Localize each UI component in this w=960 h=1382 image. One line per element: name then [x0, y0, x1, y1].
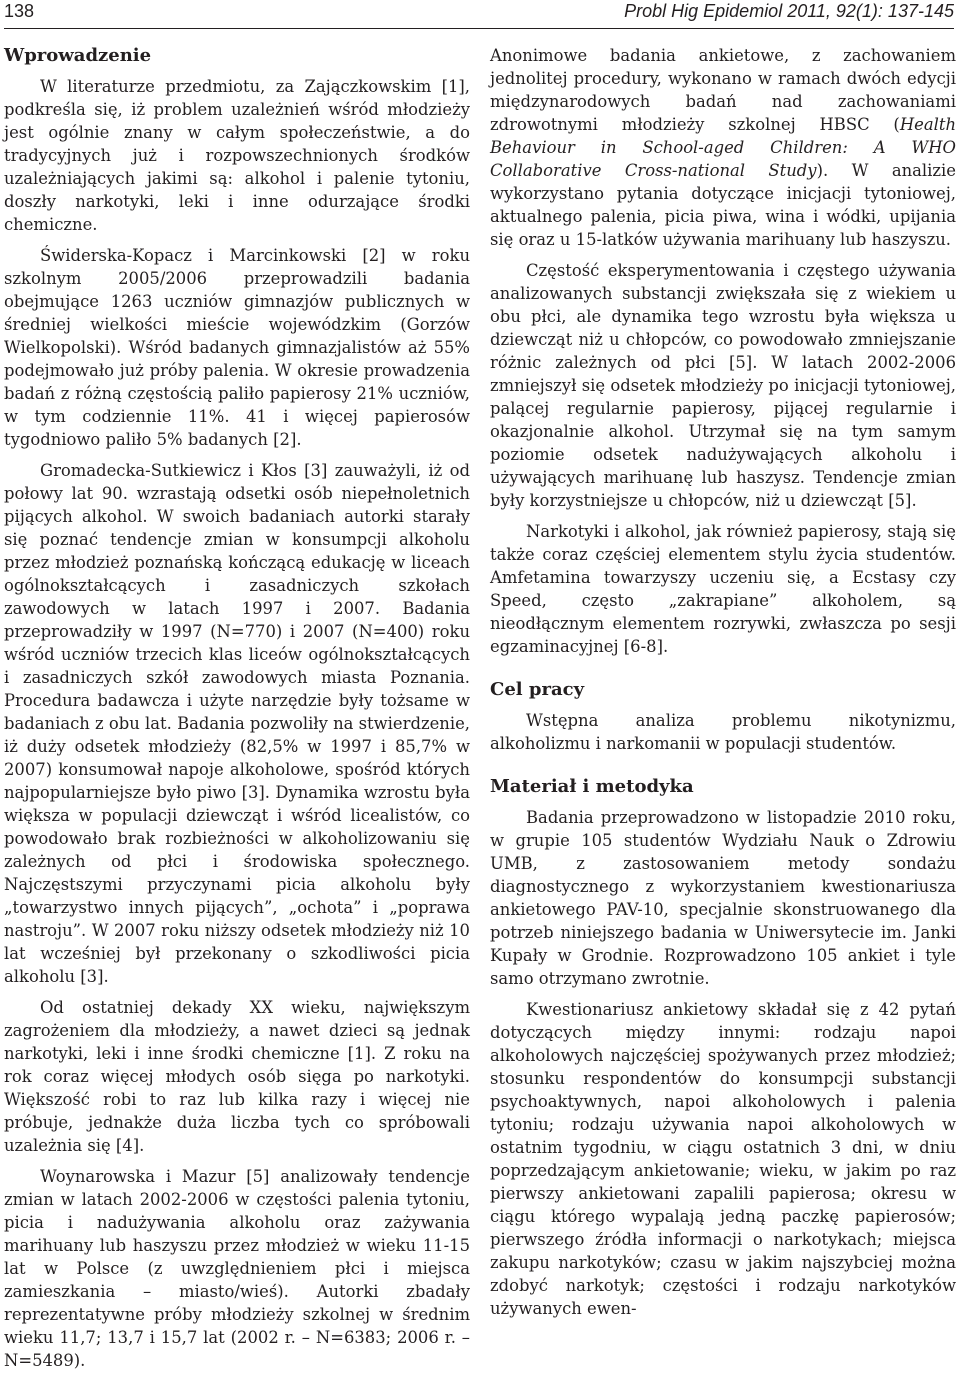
- body-paragraph: Narkotyki i alkohol, jak również papierosy, stają się także coraz częściej elementem stylu życia studentów. Amfetamina towarzyszy uczeniu się, a Ecstasy czy Speed, często „zakrapiane” alkoholem, są nieodłącznym elementem rozrywki, zwłaszcza po sesji egzaminacyjnej [6-8].: [490, 522, 956, 656]
- body-paragraph: W literaturze przedmiotu, za Zajączkowskim [1], podkreśla się, iż problem uzależnień wśród młodzieży jest ogólnie znany w całym społeczeństwie, a do tradycyjnych już i rozpowszechnionych środków uzależniających jakimi są: alkohol i palenie tytoniu, doszły narkotyki, leki i inne odurzające środki chemiczne.: [4, 77, 470, 234]
- intro-text-end: ). W analizie wykorzystano pytania dotyczące inicjacji tytoniowej, aktualnego palenia, picia piwa, wina i wódki, upijania się oraz u 15-latków używania marihuany lub haszyszu.: [490, 161, 956, 249]
- study-name-italic: Health Behaviour in School-aged Children: A WHO Collaborative Cross-national Study: [490, 115, 956, 180]
- journal-citation: Probl Hig Epidemiol 2011, 92(1): 137-145: [624, 1, 954, 21]
- intro-text: Anonimowe badania ankietowe, z zachowaniem jednolitej procedury, wykonano w ramach dwóch edycji międzynarodowych badań nad zachowaniami zdrowotnymi młodzieży szkolnej HBSC (: [490, 46, 956, 134]
- body-paragraph: Gromadecka-Sutkiewicz i Kłos [3] zauważyli, iż od połowy lat 90. wzrastają odsetki osób niepełnoletnich pijących alkohol. W swoich badaniach autorki starały się poznać tendencje zmian w konsumpcji alkoholu przez młodzież poznańską kończącą edukację w liceach ogólnokształcących i zasadniczych szkołach zawodowych w latach 1997 i 2007. Badania przeprowadziły w 1997 (N=770) i 2007 (N=400) roku wśród uczniów trzecich klas liceów ogólnokształcących i zasadniczych szkół zawodowych miasta Poznania. Procedura badawcza i użyte narzędzie były tożsame w badaniach z obu lat. Badania pozwoliły na stwierdzenie, iż duży odsetek młodzieży (82,5% w 1997 i 85,7% w 2007) konsumował napoje alkoholowe, spośród których najpopularniejsze było piwo [3]. Dynamika wzrostu była większa w populacji dziewcząt i wśród licealistów, co powodowało brak rozbieżności w alkoholizowaniu się zależnych od płci i środowiska społecznego. Najczęstszymi przyczynami picia alkoholu były „towarzystwo innych pijących”, „ochota” i „poprawa nastroju”. W 2007 roku niższy odsetek młodzieży niż 10 lat wcześniej był przekonany o szkodliwości picia alkoholu [3].: [4, 461, 470, 986]
- body-paragraph: Świderska-Kopacz i Marcinkowski [2] w roku szkolnym 2005/2006 przeprowadzili badania obejmujące 1263 uczniów gimnazjów publicznych w średniej wielkości mieście wojewódzkim (Gorzów Wielkopolski). Wśród badanych gimnazjalistów aż 55% podejmowało już próby palenia. W okresie prowadzenia badań z różną częstością paliło papierosy 21% uczniów, w tym codziennie 11%. 41 i więcej papierosów tygodniowo paliło 5% badanych [2].: [4, 246, 470, 449]
- body-paragraph: Badania przeprowadzono w listopadzie 2010 roku, w grupie 105 studentów Wydziału Nauk o Zdrowiu UMB, z zastosowaniem metody sondażu diagnostycznego z wykorzystaniem kwestionariusza ankietowego PAV-10, specjalnie skonstruowanego dla potrzeb niniejszego badania w Uniwersytecie im. Janki Kupały w Grodnie. Rozprowadzono 105 ankiet i tyle samo otrzymano zwrotnie.: [490, 808, 956, 988]
- body-paragraph: Wstępna analiza problemu nikotynizmu, alkoholizmu i narkomanii w populacji studentów.: [490, 711, 956, 753]
- continued-paragraph: [490, 44, 956, 251]
- body-paragraph: Woynarowska i Mazur [5] analizowały tendencje zmian w latach 2002-2006 w częstości palenia tytoniu, picia i nadużywania alkoholu oraz zażywania marihuany lub haszyszu przez młodzież w wieku 11-15 lat w Polsce (z uwzględnieniem płci i miejsca zamieszkania – miasto/wieś). Autorki zbadały reprezentatywne próby młodzieży szkolnej w średnim wieku 11,7; 13,7 i 15,7 lat (2002 r. – N=6383; 2006 r. – N=5489).: [4, 1167, 470, 1370]
- section-heading-methods: Materiał i metodyka: [490, 776, 694, 797]
- page-number: 138: [4, 1, 35, 21]
- body-paragraph: Częstość eksperymentowania i częstego używania analizowanych substancji zwiększała się z wiekiem u obu płci, ale dynamika tego wzrostu była większa u dziewcząt niż u chłopców, co powodowało zmniejszanie różnic zależnych od płci [5]. W latach 2002-2006 zmniejszył się odsetek młodzieży po inicjacji tytoniowej, palącej regularnie papierosy, pijącej regularnie i okazjonalnie alkohol. Utrzymał się na tym samym poziomie odsetek nadużywających alkoholu i używających marihuanę lub haszysz. Tendencje zmian były korzystniejsze u chłopców, niż u dziewcząt [5].: [490, 261, 956, 510]
- page-header: [4, 0, 954, 29]
- left-column: [4, 44, 470, 1372]
- body-paragraph: Kwestionariusz ankietowy składał się z 42 pytań dotyczących między innymi: rodzaju napoi alkoholowych najczęściej spożywanych przez młodzież; stosunku respondentów do konsumpcji substancji psychoaktywnych, napoi alkoholowych i palenia tytoniu; rodzaju używania napoi alkoholowych w ostatnim tygodniu, w ciągu ostatnich 3 dni, w dniu poprzedzającym ankietowanie; wieku, w jakim po raz pierwszy ankietowani zapalili papierosa; okresu w ciągu którego wypalają jedną paczkę papierosów; pierwszego źródła informacji o narkotykach; miejsca zakupu narkotyków; czasu w jakim najszybciej można zdobyć narkotyk; częstości i rodzaju narkotyków używanych ewen-: [490, 1000, 956, 1318]
- section-heading-aim: Cel pracy: [490, 679, 585, 700]
- right-column: [490, 44, 956, 1320]
- body-paragraph: Od ostatniej dekady XX wieku, największym zagrożeniem dla młodzieży, a nawet dzieci są jednak narkotyki, leki i inne środki chemiczne [1]. Z roku na rok coraz więcej młodych osób sięga po narkotyki. Większość robi to raz lub kilka razy i więcej nie próbuje, jednakże duża liczba tych co spróbowali uzależnia się [4].: [4, 998, 470, 1155]
- section-heading-introduction: Wprowadzenie: [4, 45, 152, 66]
